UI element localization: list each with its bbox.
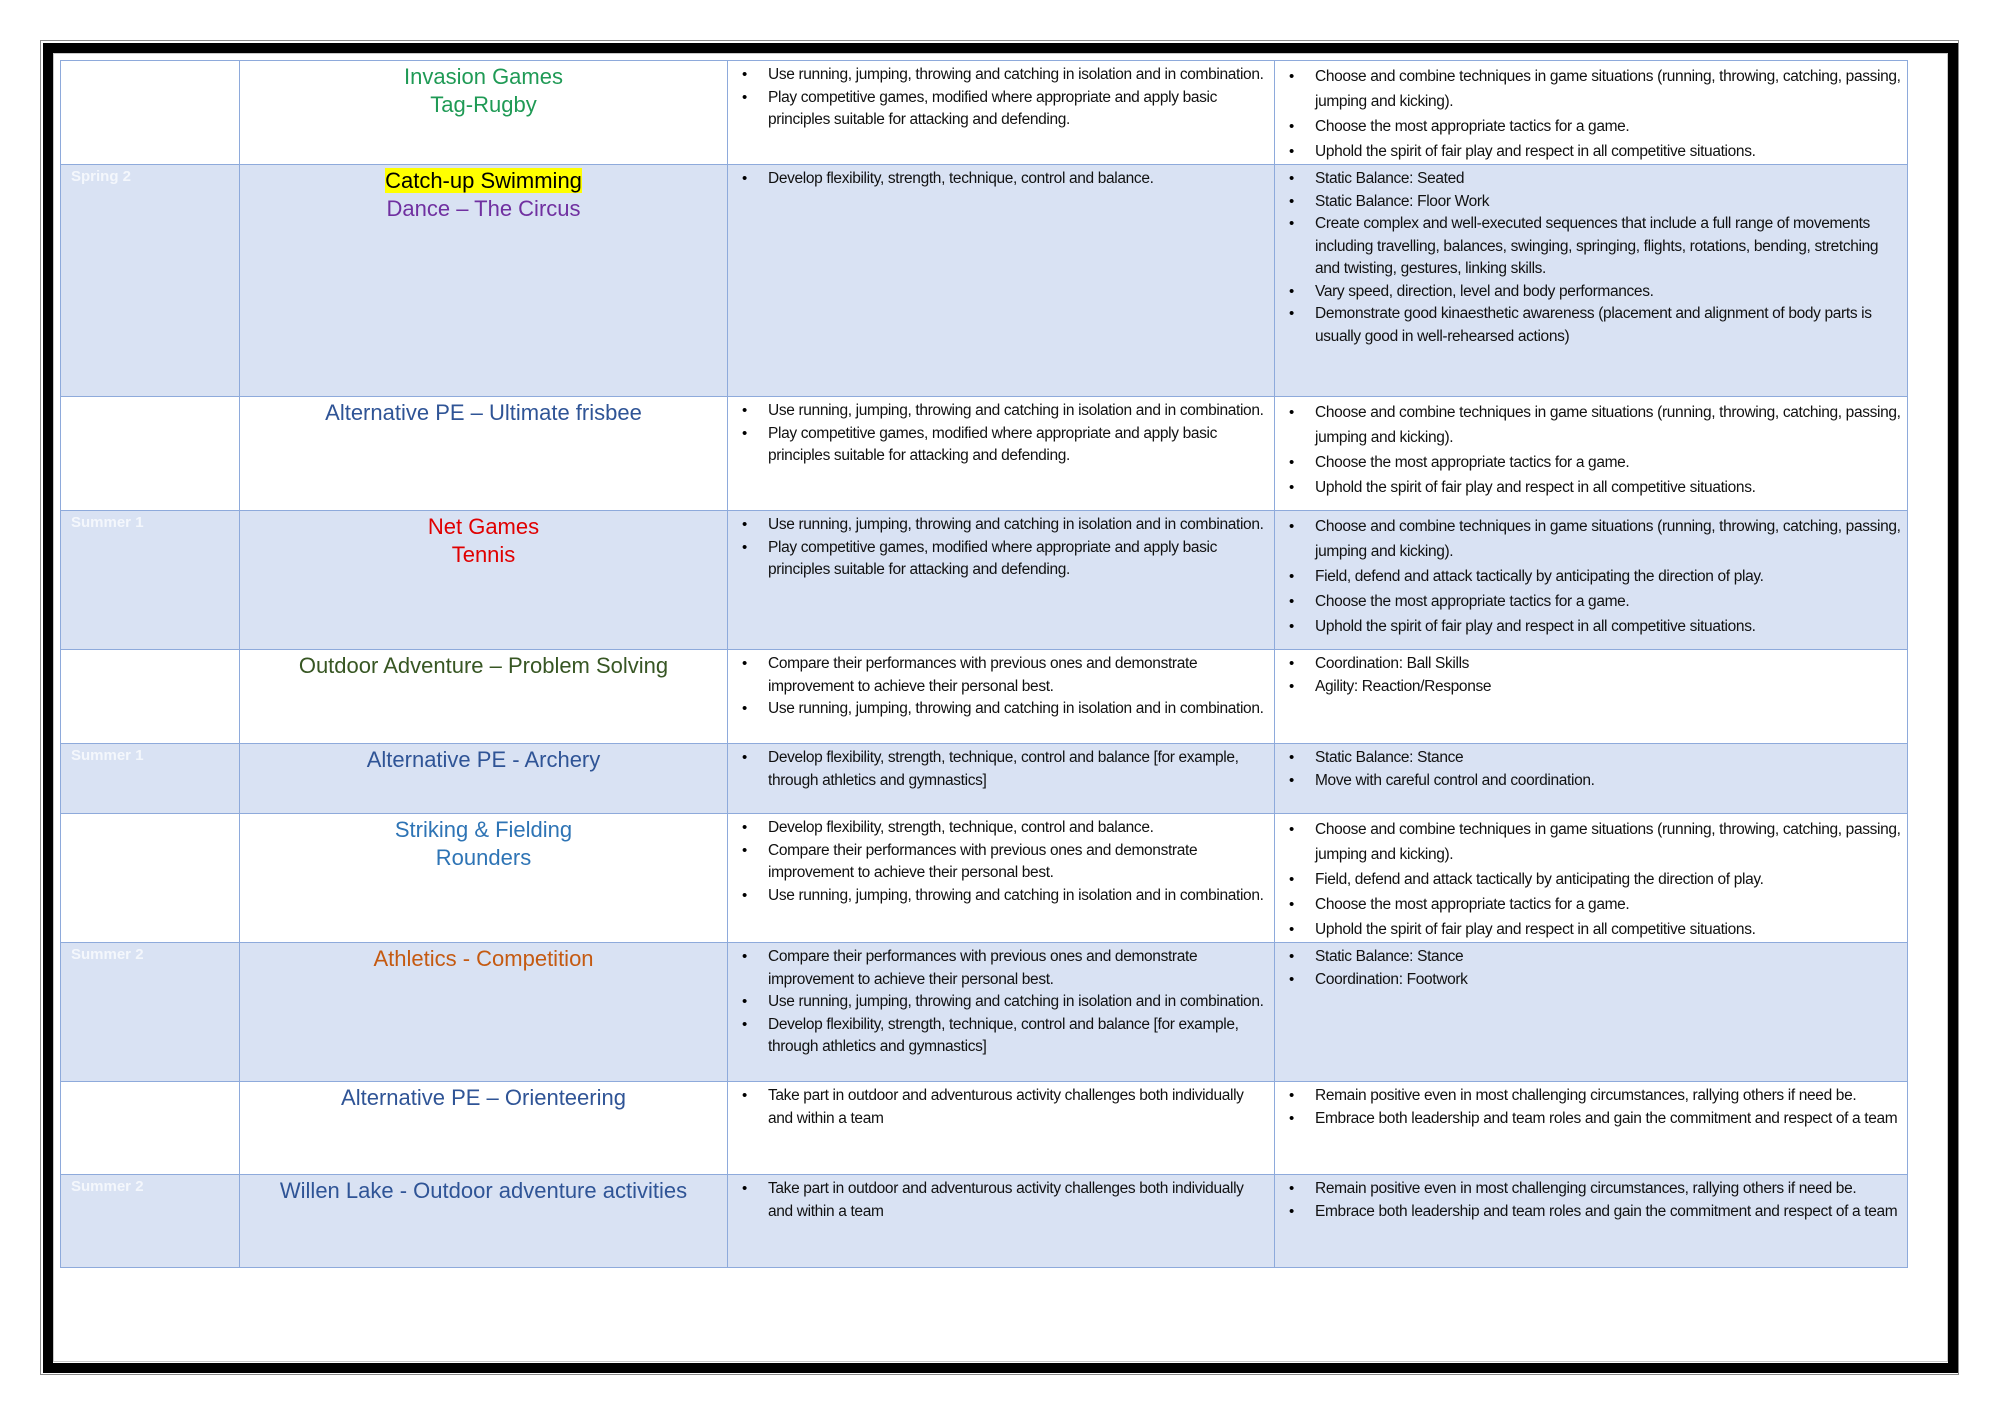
skill-item: • Field, defend and attack tactically by anticipating the direction of play. (1275, 867, 1903, 892)
skill-item: • Remain positive even in most challenging circumstances, rallying others if need be. (1275, 1085, 1903, 1108)
curriculum-item: • Develop flexibility, strength, technique, control and balance [for example, through athletics and gymnastics] (728, 1014, 1270, 1059)
term-label: Spring 2 (71, 168, 132, 185)
title-text: Tennis (451, 542, 516, 567)
skill-item: • Uphold the spirit of fair play and respect in all competitive situations. (1275, 475, 1903, 500)
curriculum-item: • Compare their performances with previous ones and demonstrate improvement to achieve their personal best. (728, 840, 1270, 885)
activity-title (240, 1177, 727, 1205)
term-cell (61, 744, 240, 814)
activity-titles (240, 1082, 727, 1112)
skills-cell (1275, 511, 1908, 650)
skill-item: • Uphold the spirit of fair play and respect in all competitive situations. (1275, 917, 1903, 942)
title-text: Invasion Games (404, 64, 563, 89)
activity-title (240, 746, 727, 774)
skill-item: • Choose the most appropriate tactics for a game. (1275, 450, 1903, 475)
curriculum-list (728, 1175, 1274, 1223)
curriculum-item: • Take part in outdoor and adventurous activity challenges both individually and within a team (728, 1085, 1270, 1130)
activity-title (240, 63, 727, 91)
activity-title (240, 167, 727, 195)
curriculum-item: • Compare their performances with previous ones and demonstrate improvement to achieve their personal best. (728, 946, 1270, 991)
highlighted-title-text: Catch-up Swimming (385, 168, 582, 193)
curriculum-objectives-cell (728, 397, 1275, 511)
activity-cell (240, 61, 728, 165)
activity-titles (240, 814, 727, 872)
curriculum-list (728, 943, 1274, 1059)
skills-cell (1275, 397, 1908, 511)
term-label (61, 1082, 239, 1085)
skills-cell (1275, 943, 1908, 1082)
activity-title (240, 513, 727, 541)
term-cell (61, 1175, 240, 1268)
skill-item: • Static Balance: Seated (1275, 168, 1903, 191)
curriculum-list (728, 814, 1274, 907)
curriculum-list (728, 165, 1274, 191)
skill-item: • Choose the most appropriate tactics for a game. (1275, 114, 1903, 139)
curriculum-objectives-cell (728, 650, 1275, 744)
activity-title (240, 91, 727, 119)
table-row (61, 165, 1908, 397)
skill-item: • Uphold the spirit of fair play and respect in all competitive situations. (1275, 614, 1903, 639)
skill-item: • Coordination: Ball Skills (1275, 653, 1903, 676)
skill-item: • Create complex and well-executed sequences that include a full range of movements including travelling, balances, swinging, springing, flights, rotations, bending, stretching and twisting, gestures, linking skills. (1275, 213, 1903, 281)
term-cell (61, 165, 240, 397)
activity-titles (240, 397, 727, 427)
skills-list (1275, 814, 1907, 942)
skills-cell (1275, 165, 1908, 397)
activity-cell (240, 1175, 728, 1268)
title-text: Tag-Rugby (430, 92, 537, 117)
table-row (61, 744, 1908, 814)
curriculum-objectives-cell (728, 814, 1275, 943)
skill-item: • Choose and combine techniques in game situations (running, throwing, catching, passing, jumping and kicking). (1275, 64, 1903, 114)
skills-cell (1275, 650, 1908, 744)
term-label (61, 61, 239, 64)
skills-list (1275, 511, 1907, 639)
term-label: Summer 1 (71, 747, 144, 764)
term-cell (61, 1082, 240, 1175)
term-cell (61, 61, 240, 165)
title-text: Athletics - Competition (373, 946, 594, 971)
curriculum-list (728, 1082, 1274, 1130)
term-label: Summer 2 (71, 946, 144, 963)
curriculum-item: • Use running, jumping, throwing and catching in isolation and in combination. (728, 64, 1270, 87)
curriculum-item: • Use running, jumping, throwing and catching in isolation and in combination. (728, 885, 1270, 908)
skill-item: • Remain positive even in most challenging circumstances, rallying others if need be. (1275, 1178, 1903, 1201)
activity-title (240, 816, 727, 844)
skill-item: • Coordination: Footwork (1275, 969, 1903, 992)
curriculum-item: • Develop flexibility, strength, technique, control and balance. (728, 817, 1270, 840)
skill-item: • Agility: Reaction/Response (1275, 676, 1903, 699)
activity-cell (240, 814, 728, 943)
term-cell (61, 397, 240, 511)
curriculum-item: • Play competitive games, modified where appropriate and apply basic principles suitable for attacking and defending. (728, 423, 1270, 468)
skills-cell (1275, 1082, 1908, 1175)
skill-item: • Vary speed, direction, level and body performances. (1275, 281, 1903, 304)
title-text: Net Games (427, 514, 540, 539)
curriculum-item: • Use running, jumping, throwing and catching in isolation and in combination. (728, 698, 1270, 721)
curriculum-item: • Develop flexibility, strength, technique, control and balance. (728, 168, 1270, 191)
term-cell (61, 943, 240, 1082)
skills-list (1275, 744, 1907, 792)
curriculum-item: • Play competitive games, modified where appropriate and apply basic principles suitable for attacking and defending. (728, 537, 1270, 582)
curriculum-item: • Develop flexibility, strength, technique, control and balance [for example, through athletics and gymnastics] (728, 747, 1270, 792)
activity-cell (240, 511, 728, 650)
skill-item: • Embrace both leadership and team roles and gain the commitment and respect of a team (1275, 1108, 1903, 1131)
activity-title (240, 844, 727, 872)
activity-titles (240, 650, 727, 680)
skills-cell (1275, 744, 1908, 814)
activity-titles (240, 744, 727, 774)
skills-list (1275, 1175, 1907, 1223)
title-text: Rounders (435, 845, 532, 870)
term-label (61, 650, 239, 653)
skill-item: • Static Balance: Stance (1275, 946, 1903, 969)
activity-cell (240, 943, 728, 1082)
title-text: Willen Lake - Outdoor adventure activities (279, 1178, 688, 1203)
skill-item: • Choose the most appropriate tactics for a game. (1275, 892, 1903, 917)
activity-cell (240, 1082, 728, 1175)
curriculum-objectives-cell (728, 61, 1275, 165)
skill-item: • Field, defend and attack tactically by anticipating the direction of play. (1275, 564, 1903, 589)
curriculum-list (728, 744, 1274, 792)
activity-title (240, 195, 727, 223)
skill-item: • Static Balance: Floor Work (1275, 191, 1903, 214)
skill-item: • Choose the most appropriate tactics for a game. (1275, 589, 1903, 614)
title-text: Dance – The Circus (386, 196, 581, 221)
term-label (61, 814, 239, 817)
skill-item: • Static Balance: Stance (1275, 747, 1903, 770)
skills-list (1275, 61, 1907, 164)
term-cell (61, 650, 240, 744)
title-text: Alternative PE – Orienteering (341, 1085, 626, 1110)
skill-item: • Choose and combine techniques in game situations (running, throwing, catching, passing, jumping and kicking). (1275, 817, 1903, 867)
title-text: Alternative PE - Archery (366, 747, 601, 772)
skill-item: • Choose and combine techniques in game situations (running, throwing, catching, passing, jumping and kicking). (1275, 400, 1903, 450)
curriculum-item: • Use running, jumping, throwing and catching in isolation and in combination. (728, 514, 1270, 537)
activity-titles (240, 943, 727, 973)
skills-cell (1275, 1175, 1908, 1268)
pe-curriculum-table (60, 60, 1908, 1268)
curriculum-item: • Use running, jumping, throwing and catching in isolation and in combination. (728, 991, 1270, 1014)
term-cell (61, 511, 240, 650)
activity-cell (240, 397, 728, 511)
activity-title (240, 541, 727, 569)
table-row (61, 1082, 1908, 1175)
activity-cell (240, 650, 728, 744)
activity-cell (240, 744, 728, 814)
activity-titles (240, 511, 727, 569)
activity-title (240, 945, 727, 973)
table-body (61, 61, 1908, 1268)
title-text: Alternative PE – Ultimate frisbee (325, 400, 642, 425)
skills-list (1275, 943, 1907, 991)
skills-list (1275, 397, 1907, 500)
curriculum-objectives-cell (728, 1082, 1275, 1175)
skill-item: • Choose and combine techniques in game situations (running, throwing, catching, passing, jumping and kicking). (1275, 514, 1903, 564)
skill-item: • Move with careful control and coordination. (1275, 770, 1903, 793)
table-row (61, 943, 1908, 1082)
curriculum-list (728, 397, 1274, 468)
table-row (61, 650, 1908, 744)
activity-cell (240, 165, 728, 397)
term-label: Summer 1 (71, 514, 144, 531)
curriculum-list (728, 650, 1274, 721)
activity-titles (240, 1175, 727, 1205)
table-row (61, 814, 1908, 943)
title-text: Striking & Fielding (394, 817, 573, 842)
table-row (61, 397, 1908, 511)
skill-item: • Embrace both leadership and team roles and gain the commitment and respect of a team (1275, 1201, 1903, 1224)
skills-list (1275, 1082, 1907, 1130)
activity-titles (240, 165, 727, 223)
activity-titles (240, 61, 727, 119)
curriculum-item: • Take part in outdoor and adventurous activity challenges both individually and within a team (728, 1178, 1270, 1223)
curriculum-objectives-cell (728, 744, 1275, 814)
curriculum-objectives-cell (728, 943, 1275, 1082)
curriculum-item: • Play competitive games, modified where appropriate and apply basic principles suitable for attacking and defending. (728, 87, 1270, 132)
activity-title (240, 652, 727, 680)
activity-title (240, 1084, 727, 1112)
title-text: Outdoor Adventure – Problem Solving (298, 653, 669, 678)
curriculum-objectives-cell (728, 165, 1275, 397)
activity-title (240, 399, 727, 427)
term-label: Summer 2 (71, 1178, 144, 1195)
curriculum-item: • Compare their performances with previous ones and demonstrate improvement to achieve their personal best. (728, 653, 1270, 698)
curriculum-list (728, 511, 1274, 582)
curriculum-list (728, 61, 1274, 132)
term-cell (61, 814, 240, 943)
skill-item: • Uphold the spirit of fair play and respect in all competitive situations. (1275, 139, 1903, 164)
skill-item: • Demonstrate good kinaesthetic awareness (placement and alignment of body parts is usually good in well-rehearsed actions) (1275, 303, 1903, 348)
table-row (61, 61, 1908, 165)
skills-cell (1275, 814, 1908, 943)
skills-list (1275, 650, 1907, 698)
term-label (61, 397, 239, 400)
skills-list (1275, 165, 1907, 348)
table-row (61, 511, 1908, 650)
curriculum-item: • Use running, jumping, throwing and catching in isolation and in combination. (728, 400, 1270, 423)
curriculum-objectives-cell (728, 511, 1275, 650)
curriculum-objectives-cell (728, 1175, 1275, 1268)
table-row (61, 1175, 1908, 1268)
skills-cell (1275, 61, 1908, 165)
